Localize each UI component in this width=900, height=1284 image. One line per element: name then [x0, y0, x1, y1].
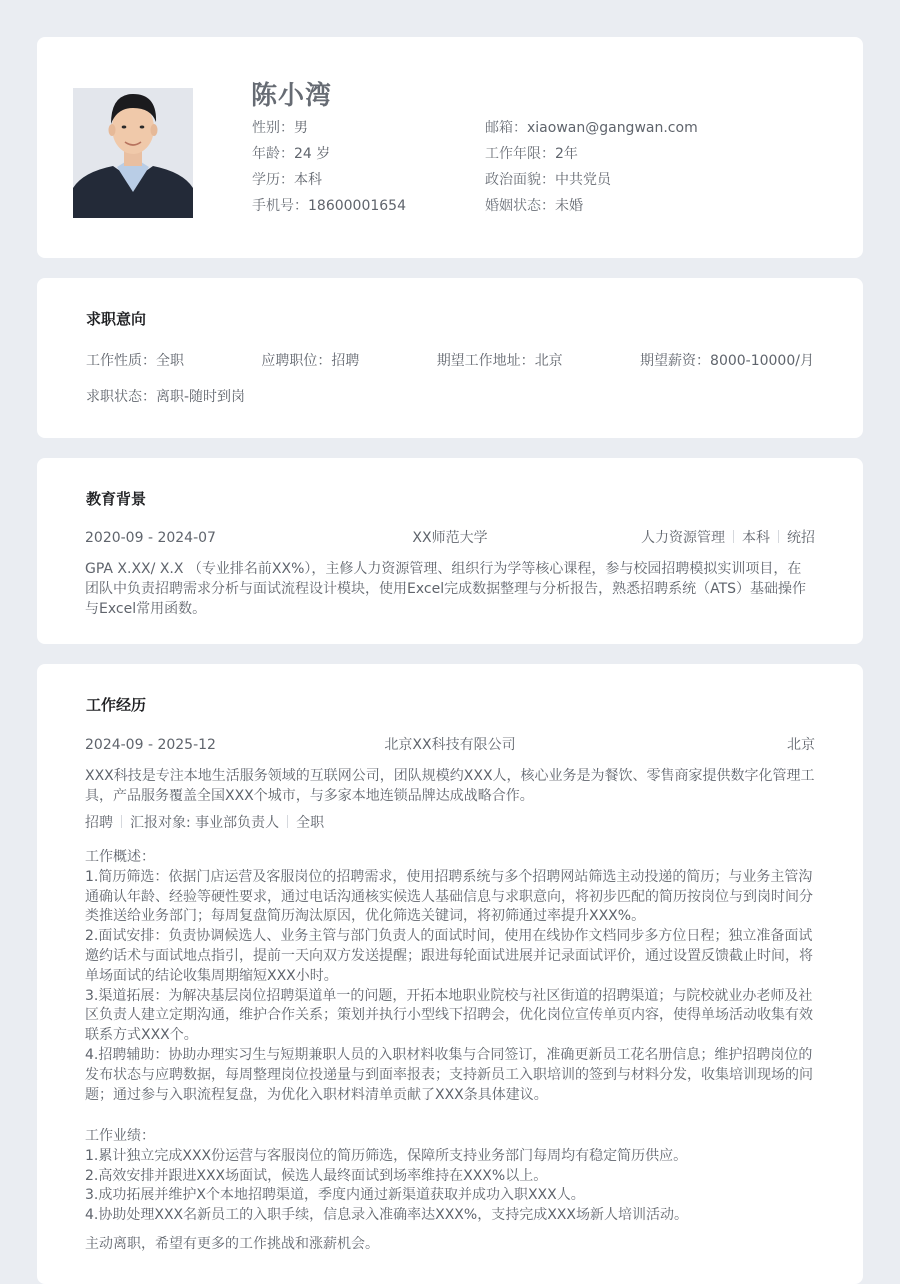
work-period: 2024-09 - 2025-12 — [85, 737, 216, 753]
section-title-work: 工作经历 — [86, 696, 147, 714]
intention-location: 期望工作地址：北京 — [436, 353, 563, 369]
intention-row — [86, 350, 814, 370]
work-tag: 招聘 — [85, 815, 113, 831]
education-school: XX师范大学 — [412, 530, 488, 546]
profile-field-age: 年龄：24 岁 — [252, 146, 331, 162]
profile-field-phone: 手机号：18600001654 — [252, 198, 406, 214]
leave-reason: 主动离职，希望有更多的工作挑战和涨薪机会。 — [85, 1236, 379, 1252]
profile-field-education: 学历：本科 — [252, 172, 322, 188]
intention-status: 求职状态：离职-随时到岗 — [86, 389, 246, 405]
profile-card — [37, 37, 863, 258]
profile-field-marital-status: 婚姻状态：未婚 — [485, 198, 583, 214]
work-tag: 汇报对象: 事业部负责人 — [130, 815, 280, 831]
candidate-name: 陈小湾 — [251, 81, 333, 111]
section-title-education: 教育背景 — [86, 490, 147, 508]
work-experience-card — [37, 664, 863, 1284]
company-description: XXX科技是专注本地生活服务领域的互联网公司，团队规模约XXX人，核心业务是为餐饮、零售商家提供数字化管理工 具，产品服务覆盖全国XXX个城市，与多家本地连锁品牌达成战略合作。 — [85, 768, 815, 804]
education-meta — [641, 528, 815, 548]
divider — [287, 815, 288, 828]
job-intention-card — [37, 278, 863, 438]
intention-salary: 期望薪资：8000-10000/月 — [640, 353, 814, 369]
person-photo-icon — [73, 88, 193, 218]
education-degree: 本科 — [742, 530, 770, 546]
intention-position: 应聘职位：招聘 — [261, 353, 360, 369]
work-tags — [85, 813, 324, 833]
profile-field-email: 邮箱：xiaowan@gangwan.com — [485, 120, 698, 136]
education-period: 2020-09 - 2024-07 — [85, 530, 216, 546]
divider — [121, 815, 122, 828]
profile-field-work-years: 工作年限：2年 — [485, 146, 578, 162]
education-type: 统招 — [787, 530, 815, 546]
profile-info-grid — [252, 119, 785, 216]
education-description: GPA X.XX/ X.X （专业排名前XX%），主修人力资源管理、组织行为学等核心课程，参与校园招聘模拟实训项目，在 团队中负责招聘需求分析与面试流程设计模块，使用Excel完成数据整理与分析报告，熟悉招聘系统（ATS）基础操作 与Excel常用函数。 — [85, 561, 807, 617]
intention-work-type: 工作性质：全职 — [86, 353, 184, 369]
work-header-row — [85, 735, 815, 755]
work-city: 北京 — [787, 737, 815, 753]
education-header-row — [85, 528, 815, 548]
work-overview: 工作概述： 1.简历筛选：依据门店运营及客服岗位的招聘需求，使用招聘系统与多个招聘网站筛选主动投递的简历；与业务主管沟 通确认年龄、经验等硬性要求，通过电话沟通核实候选人基础信息与求职意向，将初步匹配的简历按岗位与到岗时间分 类推送给业务部门；每周复盘简历淘汰原因，优化筛选关键词，将初筛通过率提升XXX%。 2.面试安排：负责协调候选人、业务主管与部门负责人的面试时间，使用在线协作文档同步多方位日程；独立准备面试 邀约话术与面试地点指引，提前一天向双方发送提醒；跟进每轮面试进展并记录面试评价，通过设置反馈截止时间，将 单场面试的结论收集周期缩短XXX小时。 3.渠道拓展：为解决基层岗位招聘渠道单一的问题，开拓本地职业院校与社区街道的招聘渠道；与院校就业办老师及社 区负责人建立定期沟通，维护合作关系；策划并执行小型线下招聘会，优化岗位宣传单页内容，使得单场活动收集有效 联系方式XXX个。 4.招聘辅助：协助办理实习生与短期兼职人员的入职材料收集与合同签订，准确更新员工花名册信息；维护招聘岗位的 发布状态与应聘数据，每周整理岗位投递量与到面率报表；支持新员工入职培训的签到与材料分发，收集培训现场的问 题；通过参与入职流程复盘，为优化入职材料清单贡献了XXX条具体建议。 — [85, 849, 813, 1103]
work-tag: 全职 — [296, 815, 325, 831]
section-title-intention: 求职意向 — [86, 310, 147, 328]
divider — [733, 530, 734, 543]
divider — [778, 530, 779, 543]
work-results: 工作业绩： 1.累计独立完成XXX份运营与客服岗位的简历筛选，保障所支持业务部门每周均有稳定简历供应。 2.高效安排并跟进XXX场面试，候选人最终面试到场率维持在XXX%以上。 3.成功拓展并维护X个本地招聘渠道，季度内通过新渠道获取并成功入职XXX人。 4.协助处理XXX名新员工的入职手续，信息录入准确率达XXX%，支持完成XXX场新人培训活动。 — [85, 1128, 688, 1224]
work-company: 北京XX科技有限公司 — [384, 737, 516, 753]
profile-field-gender: 性别：男 — [252, 120, 308, 136]
education-card — [37, 458, 863, 644]
education-major: 人力资源管理 — [641, 530, 725, 546]
profile-photo — [73, 88, 193, 218]
profile-field-political-status: 政治面貌：中共党员 — [485, 172, 611, 188]
